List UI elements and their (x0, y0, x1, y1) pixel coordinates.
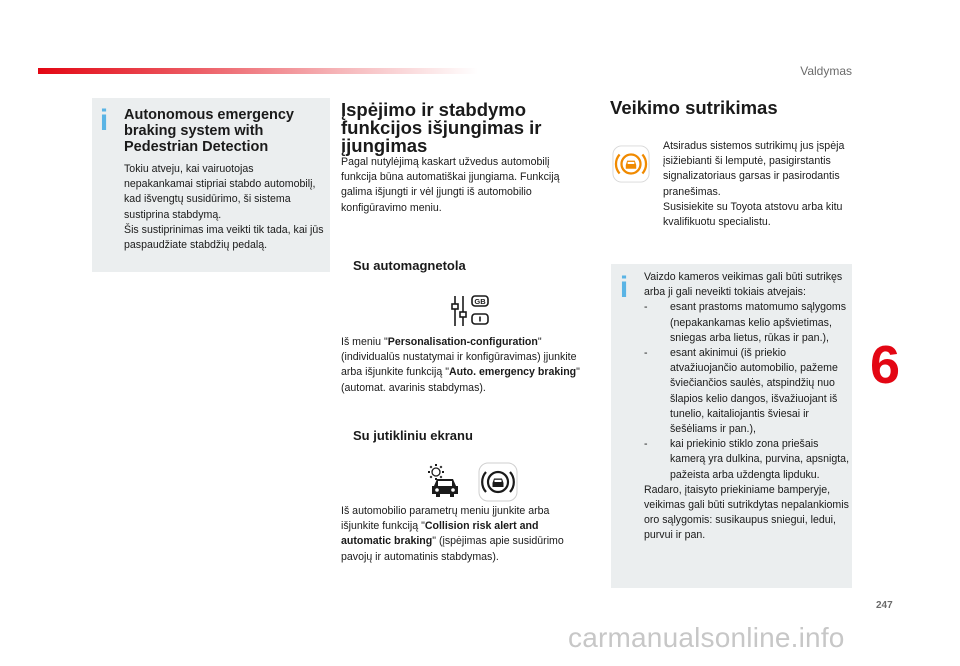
aeb-info-box (92, 98, 330, 272)
emergency-braking-icon (478, 462, 518, 502)
camera-conditions-list (644, 300, 850, 482)
touch-function-name: Collision risk alert and automatic braking (341, 520, 539, 548)
aeb-box-title: Autonomous emergency braking system with Pedestrian Detection (124, 107, 294, 155)
page-number: 247 (876, 600, 893, 611)
malfunction-title: Veikimo sutrikimas (610, 97, 778, 118)
header-color-bar (38, 68, 478, 74)
radio-text-3: " (automat. avarinis stabdymas). (341, 366, 580, 394)
radio-menu-name: Personalisation-configuration (387, 336, 538, 348)
middle-section-title: Įspėjimo ir stabdymo funkcijos išjungimas ir įjungimas (341, 99, 542, 156)
emergency-braking-warning-icon (612, 145, 650, 183)
list-item: - esant akinimui (iš priekio atvažiuojančio automobilio, pažeme šviečiančios saulės, atspindžių nuo šlapios kelio dangos, išvažiuojant iš tunelio, kaitaliojantis šviesai ir šešėliams ir pan.), (644, 347, 838, 436)
middle-intro-text: Pagal nutylėjimą kaskart užvedus automobilį funkcija būna automatiškai įjungiama. Funkciją galima išjungti ir vėl įjungti iš automobilio konfigūravimo meniu. (341, 156, 560, 214)
car-settings-icon (424, 462, 464, 500)
radio-subtitle: Su automagnetola (353, 258, 466, 273)
settings-sliders-icon (450, 293, 494, 329)
warning-text-2: Susisiekite su Toyota atstovu arba kitu kvalifikuotu specialistu. (663, 200, 843, 229)
touchscreen-subtitle: Su jutikliniu ekranu (353, 428, 473, 443)
list-item: - kai priekinio stiklo zona priešais kamerą yra dulkina, purvina, apsnigta, pažeista arba uždengta lipduku. (644, 438, 850, 481)
warning-text: Atsiradus sistemos sutrikimų jus įspėja įsižiebianti ši lemputė, pasigirstantis signalizatoriaus garsas ir pasirodantis pranešimas. (663, 140, 845, 198)
section-title: Valdymas (800, 64, 852, 78)
radio-text-2: " (individualūs nustatymai ir konfigūravimas) įjunkite arba išjunkite funkciją " (341, 336, 577, 379)
radio-instructions (341, 335, 591, 396)
touch-text-2: " (įspėjimas apie susidūrimo pavojų ir automatinis stabdymas). (341, 535, 564, 563)
radio-text-1: Iš meniu " (341, 336, 388, 348)
gb-label: GB (474, 297, 486, 306)
aeb-box-text: Tokiu atveju, kai vairuotojas nepakankamai stipriai stabdo automobilį, kad išvengtų susidūrimo, ši sistema sustiprina stabdymą. (124, 163, 316, 221)
list-item: - esant prastoms matomumo sąlygoms (nepakankamas kelio apšvietimas, sniegas arba lietus, rūkas ir pan.), (644, 301, 847, 344)
info-icon: i (619, 271, 629, 304)
warning-light-description (663, 139, 853, 230)
radio-function-name: Auto. emergency braking (449, 366, 577, 379)
camera-info-intro: Vaizdo kameros veikimas gali būti sutrikęs arba ji gali neveikti tokiais atvejais: (644, 271, 843, 299)
info-icon: i (99, 104, 109, 137)
camera-info-box (611, 264, 852, 588)
touch-text-1: Iš automobilio parametrų meniu įjunkite arba išjunkite funkciją " (341, 505, 550, 533)
touchscreen-instructions (341, 504, 581, 565)
chapter-number: 6 (870, 335, 901, 395)
aeb-box-text-2: Šis sustiprinimas ima veikti tik tada, kai jūs paspaudžiate stabdžių pedalą. (124, 223, 324, 252)
radar-info-text: Radaro, įtaisyto priekiniame bamperyje, veikimas gali būti sutrikdytas nepalankiomis oro sąlygomis: susikaupus sniegui, ledui, purvui ir pan. (644, 483, 849, 542)
watermark: carmanualsonline.info (568, 622, 845, 653)
